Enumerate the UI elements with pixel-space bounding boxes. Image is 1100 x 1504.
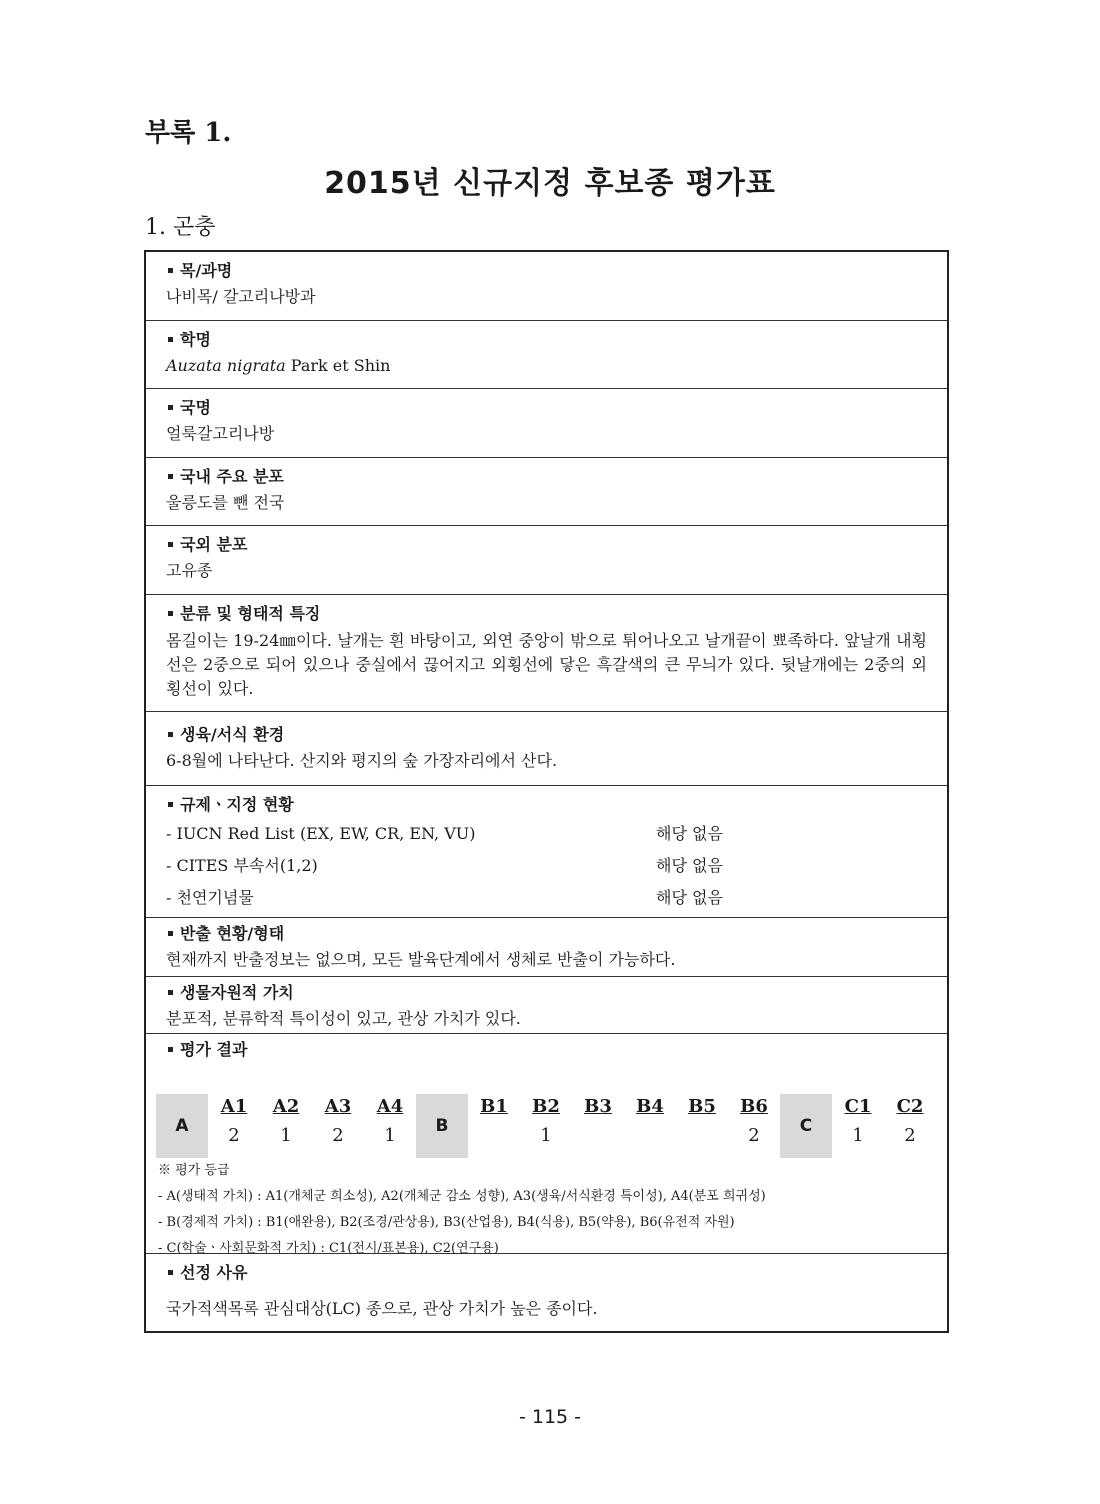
- appendix-heading: 부록 1.: [145, 118, 232, 148]
- scientific-name-italic: Auzata nigrata: [166, 356, 286, 375]
- field-label: 평가 결과: [180, 1040, 248, 1059]
- scientific-name-author: Park et Shin: [285, 356, 391, 375]
- notes-title: ※ 평가 등급: [158, 1163, 230, 1178]
- criterion-c2: [884, 1094, 936, 1152]
- field-value: 현재까지 반출정보는 없으며, 모든 발육단계에서 생체로 반출이 가능하다.: [166, 950, 676, 969]
- regulation-item: [166, 818, 927, 850]
- criterion-score: 2: [332, 1125, 344, 1146]
- criterion-code: A3: [324, 1096, 352, 1117]
- document-title: 2015년 신규지정 후보종 평가표: [324, 166, 776, 201]
- criterion-a4: [364, 1094, 416, 1152]
- criterion-score: 2: [748, 1125, 760, 1146]
- field-value: 분포적, 분류학적 특이성이 있고, 관상 가치가 있다.: [166, 1009, 521, 1028]
- regulation-item: [166, 882, 927, 914]
- criterion-score: 1: [280, 1125, 292, 1146]
- row-habitat: [146, 712, 947, 786]
- criterion-b3: [572, 1094, 624, 1120]
- field-label: 국외 분포: [180, 535, 248, 554]
- regulation-item: [166, 850, 927, 882]
- criterion-code: C1: [844, 1096, 872, 1117]
- evaluation-notes: [158, 1158, 766, 1262]
- field-value: 6-8월에 나타난다. 산지와 평지의 숲 가장자리에서 산다.: [166, 751, 558, 770]
- field-label: 생육/서식 환경: [180, 725, 285, 744]
- bullet-icon: [168, 802, 173, 807]
- criterion-code: B5: [688, 1096, 716, 1117]
- notes-line: - A(생태적 가치) : A1(개체군 희소성), A2(개체군 감소 성향), A3(생육/서식환경 특이성), A4(분포 희귀성): [158, 1189, 766, 1204]
- criterion-code: B2: [532, 1096, 560, 1117]
- criterion-a2: [260, 1094, 312, 1152]
- field-value: 나비목/ 갈고리나방과: [166, 287, 316, 306]
- row-selection-reason: [146, 1254, 947, 1331]
- criterion-code: A1: [220, 1096, 248, 1117]
- field-label: 국내 주요 분포: [180, 467, 284, 486]
- bullet-icon: [168, 931, 173, 936]
- criterion-code: C2: [896, 1096, 924, 1117]
- criterion-score: 1: [384, 1125, 396, 1146]
- group-b-cell: B: [416, 1094, 468, 1158]
- row-scientific-name: [146, 321, 947, 389]
- criterion-b4: [624, 1094, 676, 1120]
- bullet-icon: [168, 611, 173, 616]
- regulation-status: 해당 없음: [656, 888, 723, 907]
- bullet-icon: [168, 405, 173, 410]
- field-label: 목/과명: [180, 261, 233, 280]
- row-regulation: [146, 786, 947, 918]
- bullet-icon: [168, 542, 173, 547]
- bullet-icon: [168, 268, 173, 273]
- criterion-code: B4: [636, 1096, 664, 1117]
- field-value: [166, 353, 927, 379]
- row-korean-name: [146, 389, 947, 458]
- criterion-a1: [208, 1094, 260, 1152]
- field-label: 선정 사유: [180, 1263, 248, 1282]
- criterion-a3: [312, 1094, 364, 1152]
- field-label: 분류 및 형태적 특징: [180, 604, 321, 623]
- bullet-icon: [168, 1270, 173, 1275]
- regulation-name: - 천연기념물: [166, 888, 254, 907]
- row-bio-value: [146, 977, 947, 1034]
- bullet-icon: [168, 1047, 173, 1052]
- field-label: 규제ㆍ지정 현황: [180, 795, 294, 814]
- field-value: 국가적색목록 관심대상(LC) 종으로, 관상 가치가 높은 종이다.: [166, 1299, 598, 1318]
- criterion-score: 1: [540, 1125, 552, 1146]
- notes-line: - B(경제적 가치) : B1(애완용), B2(조경/관상용), B3(산업용), B4(식용), B5(약용), B6(유전적 자원): [158, 1215, 735, 1230]
- criterion-c1: [832, 1094, 884, 1152]
- regulation-status: 해당 없음: [656, 856, 723, 875]
- field-label: 국명: [180, 398, 211, 417]
- bullet-icon: [168, 337, 173, 342]
- evaluation-form: [144, 250, 949, 1333]
- regulation-status: 해당 없음: [656, 824, 723, 843]
- field-value: 몸길이는 19-24㎜이다. 날개는 흰 바탕이고, 외연 중앙이 밖으로 튀어나오고 날개끝이 뾰족하다. 앞날개 내횡선은 2중으로 되어 있으나 중실에서 끊어지고 외횡선에 닿은 흑갈색의 큰 무늬가 있다. 뒷날개에는 2중의 외횡선이 있다.: [166, 631, 927, 698]
- row-order-family: [146, 252, 947, 321]
- notes-line: - C(학술ㆍ사회문화적 가치) : C1(전시/표본용), C2(연구용): [158, 1241, 499, 1256]
- criterion-score: 1: [852, 1125, 864, 1146]
- row-evaluation: [146, 1034, 947, 1254]
- page-number: - 115 -: [518, 1406, 582, 1428]
- group-a-cell: A: [156, 1094, 208, 1158]
- row-domestic-distribution: [146, 458, 947, 526]
- regulation-name: - CITES 부속서(1,2): [166, 856, 318, 875]
- row-taxonomy: [146, 595, 947, 712]
- regulation-name: - IUCN Red List (EX, EW, CR, EN, VU): [166, 824, 476, 843]
- field-label: 생물자원적 가치: [180, 983, 294, 1002]
- criterion-b5: [676, 1094, 728, 1120]
- bullet-icon: [168, 990, 173, 995]
- criterion-code: B3: [584, 1096, 612, 1117]
- group-c-cell: C: [780, 1094, 832, 1158]
- field-label: 반출 현황/형태: [180, 924, 285, 943]
- section-heading: 1. 곤충: [145, 215, 216, 240]
- field-value: 고유종: [166, 561, 213, 580]
- bullet-icon: [168, 474, 173, 479]
- field-label: 학명: [180, 330, 211, 349]
- field-value: 얼룩갈고리나방: [166, 424, 275, 443]
- criterion-code: A2: [272, 1096, 300, 1117]
- criterion-code: A4: [376, 1096, 404, 1117]
- criterion-b6: [728, 1094, 780, 1152]
- criterion-score: 2: [904, 1125, 916, 1146]
- criterion-b2: [520, 1094, 572, 1152]
- field-value: 울릉도를 뺀 전국: [166, 493, 285, 512]
- criterion-score: 2: [228, 1125, 240, 1146]
- criterion-code: B1: [480, 1096, 508, 1117]
- criterion-code: B6: [740, 1096, 768, 1117]
- bullet-icon: [168, 732, 173, 737]
- criterion-b1: [468, 1094, 520, 1120]
- row-export: [146, 918, 947, 977]
- row-foreign-distribution: [146, 526, 947, 595]
